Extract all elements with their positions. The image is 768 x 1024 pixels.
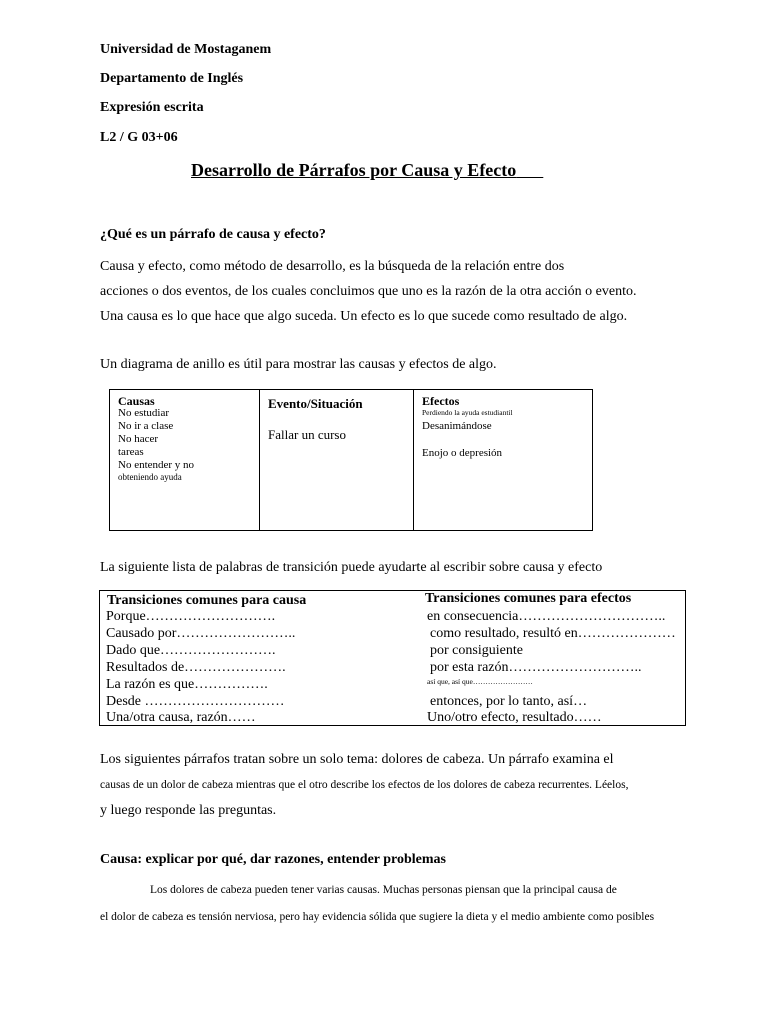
effect-item: Desanimándose <box>422 420 492 432</box>
paragraph-intro-line: Los siguientes párrafos tratan sobre un solo tema: dolores de cabeza. Un párrafo examina el <box>100 752 614 767</box>
department-name: Departamento de Inglés <box>100 71 244 86</box>
section-heading-what-is: ¿Qué es un párrafo de causa y efecto? <box>100 227 326 242</box>
paragraph-line: Una causa es lo que hace que algo suceda. Un efecto es lo que sucede como resultado de algo. <box>100 309 628 324</box>
effects-column <box>414 390 592 530</box>
cause-transition-item: Desde ………………………… <box>106 694 285 709</box>
event-text: Fallar un curso <box>268 427 346 442</box>
cause-paragraph-line: el dolor de cabeza es tensión nerviosa, pero hay evidencia sólida que sugiere la dieta y el medio ambiente como posibles <box>100 911 655 923</box>
cause-transition-item: Una/otra causa, razón…… <box>106 710 256 725</box>
effect-transition-item: entonces, por lo tanto, así… <box>430 694 588 709</box>
paragraph-intro-line: causas de un dolor de cabeza mientras que el otro describe los efectos de los dolores de cabeza recurrentes. Léelos, <box>100 779 629 791</box>
cause-paragraph-line: Los dolores de cabeza pueden tener varias causas. Muchas personas piensan que la principal causa de <box>150 884 617 896</box>
effects-title: Efectos <box>422 394 460 408</box>
cause-item: obteniendo ayuda <box>118 472 182 482</box>
cause-transition-item: Porque………………………. <box>106 609 276 624</box>
causes-column <box>110 390 260 530</box>
cause-transition-item: Causado por…………………….. <box>106 626 296 641</box>
event-column <box>260 390 414 530</box>
effect-transition-item: en consecuencia………………………….. <box>427 609 666 624</box>
course-name: Expresión escrita <box>100 100 204 115</box>
transitions-table <box>99 590 686 726</box>
page-title: Desarrollo de Párrafos por Causa y Efecto <box>191 160 517 180</box>
cause-transitions-title: Transiciones comunes para causa <box>107 593 307 608</box>
section-heading-cause: Causa: explicar por qué, dar razones, entender problemas <box>100 852 446 867</box>
effect-item: Enojo o depresión <box>422 447 503 459</box>
group-code: L2 / G 03+06 <box>100 130 178 145</box>
effect-transition-item: Uno/otro efecto, resultado…… <box>427 710 602 725</box>
paragraph-intro-line: y luego responde las preguntas. <box>100 803 277 818</box>
paragraph-line: acciones o dos eventos, de los cuales concluimos que uno es la razón de la otra acción o evento. <box>100 284 637 299</box>
effect-transition-item: por consiguiente <box>430 643 523 658</box>
causes-title: Causas <box>118 394 155 408</box>
effect-transition-item: como resultado, resultó en………………… <box>430 626 676 641</box>
cause-item: No estudiar <box>118 407 170 419</box>
event-title: Evento/Situación <box>268 396 363 411</box>
university-name: Universidad de Mostaganem <box>100 42 272 57</box>
effect-transitions-title: Transiciones comunes para efectos <box>425 591 632 606</box>
cause-item: No entender y no <box>118 459 195 471</box>
transitions-intro: La siguiente lista de palabras de transición puede ayudarte al escribir sobre causa y efecto <box>100 560 603 575</box>
ring-diagram-intro: Un diagrama de anillo es útil para mostrar las causas y efectos de algo. <box>100 357 497 372</box>
cause-item: tareas <box>118 446 144 458</box>
effect-transition-item: así que, así que…………………… <box>427 677 533 686</box>
cause-transition-item: Dado que……………………. <box>106 643 276 658</box>
cause-item: No ir a clase <box>118 420 174 432</box>
paragraph-line: Causa y efecto, como método de desarrollo, es la búsqueda de la relación entre dos <box>100 259 565 274</box>
ring-diagram-table <box>109 389 593 531</box>
cause-item: No hacer <box>118 433 159 445</box>
cause-transition-item: Resultados de…………………. <box>106 660 286 675</box>
cause-transition-item: La razón es que……………. <box>106 677 268 692</box>
effect-item: Perdiendo la ayuda estudiantil <box>422 408 513 417</box>
effect-transition-item: por esta razón……………………….. <box>430 660 642 675</box>
